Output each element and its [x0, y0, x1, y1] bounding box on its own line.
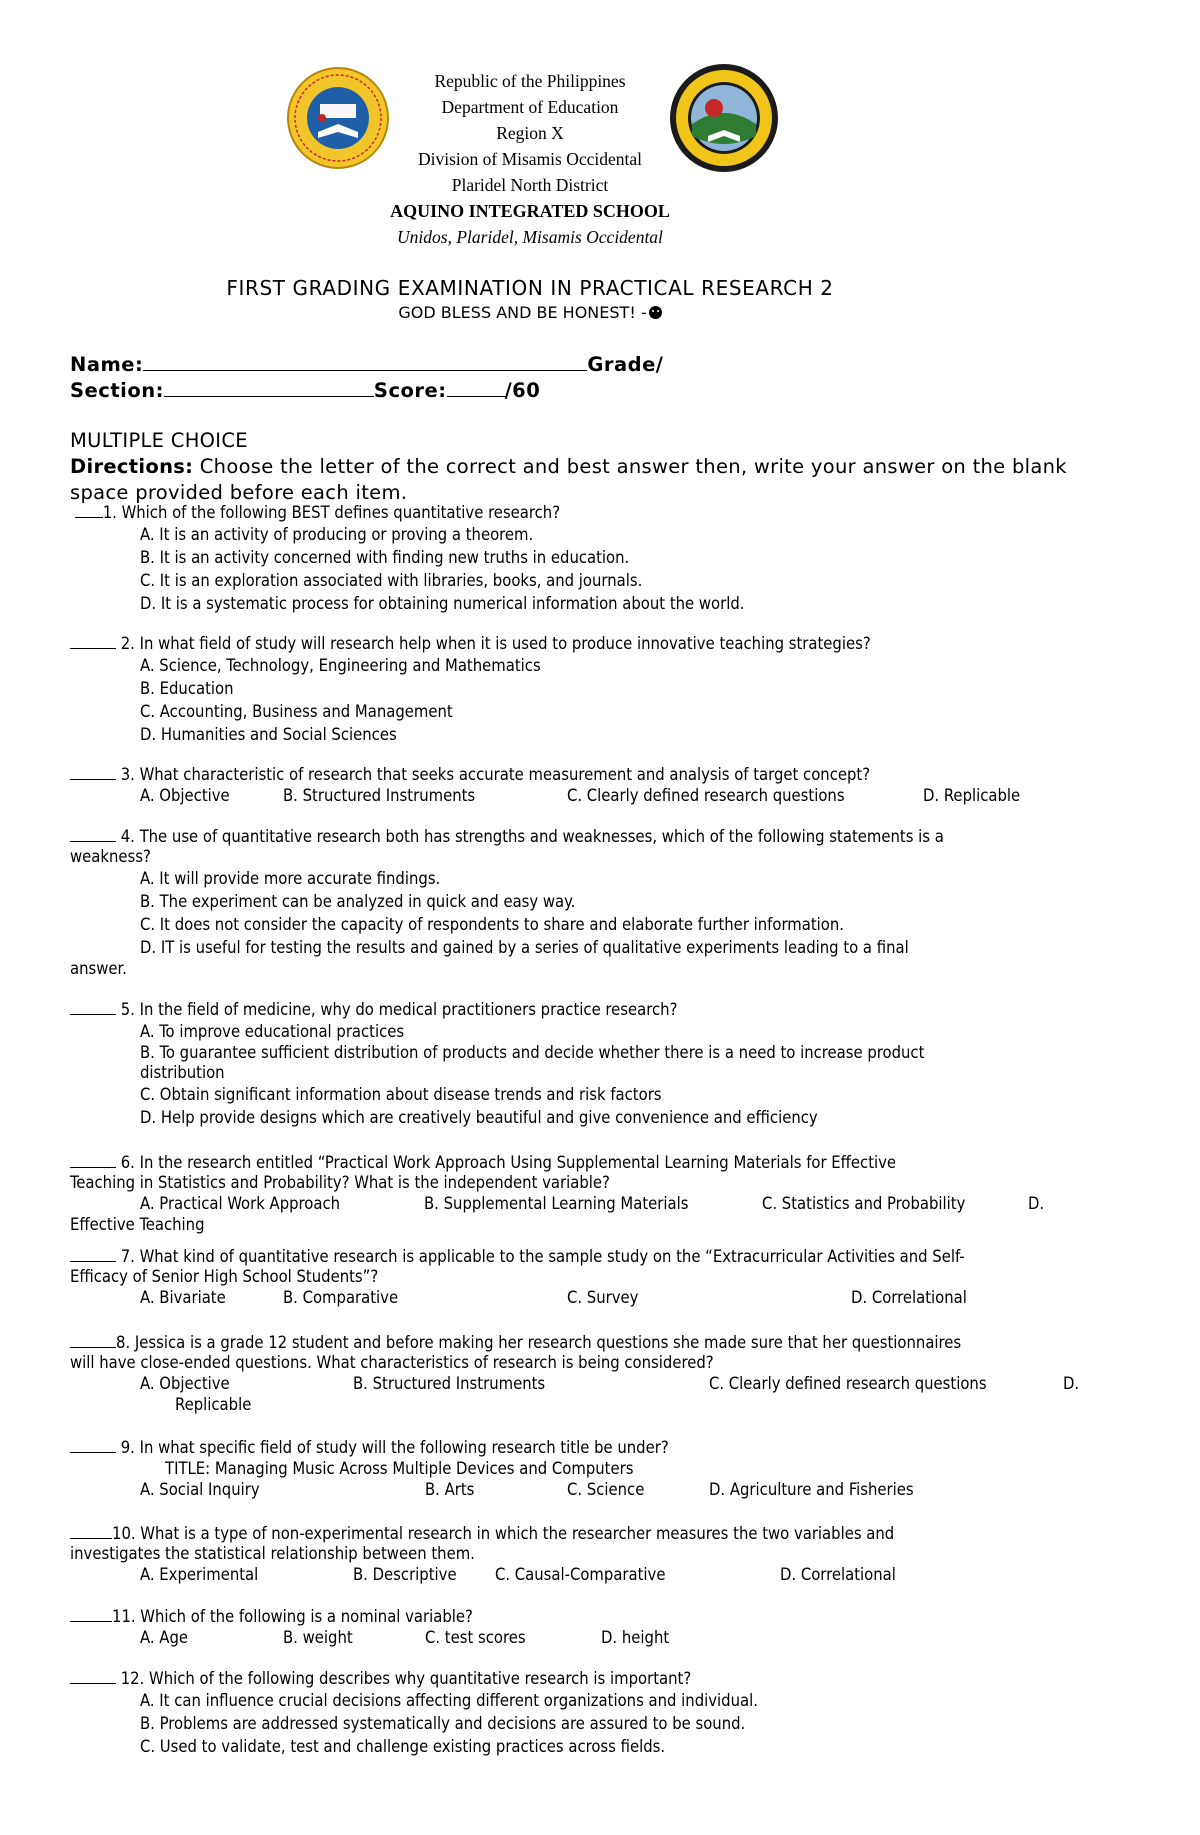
question-stem: 10. What is a type of non-experimental research in which the researcher measures the two variables and: [112, 1524, 895, 1543]
option-a: A. Bivariate: [140, 1288, 226, 1307]
question-stem-continued: Teaching in Statistics and Probability? What is the independent variable?: [70, 1173, 610, 1192]
option-c: C. test scores: [425, 1628, 526, 1647]
answer-blank[interactable]: [70, 1153, 116, 1168]
option-d: D. height: [601, 1628, 670, 1647]
option-a: A. Science, Technology, Engineering and Mathematics: [140, 656, 541, 675]
exam-subtitle: [0, 303, 1060, 322]
option-b: B. Structured Instruments: [353, 1374, 546, 1393]
research-title: TITLE: Managing Music Across Multiple Devices and Computers: [165, 1459, 634, 1478]
question-6: [70, 1152, 1140, 1235]
option-row: [70, 1373, 1140, 1395]
option-b: B. Supplemental Learning Materials: [424, 1194, 689, 1213]
question-11: [70, 1606, 1140, 1649]
student-info-fields: [70, 352, 663, 404]
option-b: B. The experiment can be analyzed in quick and easy way.: [140, 892, 576, 911]
question-9: [70, 1437, 1140, 1501]
smiley-icon: [649, 306, 662, 319]
header-line-republic: Republic of the Philippines: [434, 71, 626, 91]
option-c: C. Accounting, Business and Management: [140, 702, 453, 721]
header-line-division: Division of Misamis Occidental: [417, 149, 643, 169]
question-8: [70, 1332, 1140, 1415]
option-a: A. Age: [140, 1628, 189, 1647]
question-2: [70, 633, 1140, 746]
option-c: C. Science: [567, 1480, 645, 1499]
question-1: [70, 502, 1140, 615]
score-label: Score:: [373, 379, 447, 402]
option-a: A. To improve educational practices: [140, 1022, 405, 1041]
option-d: D. IT is useful for testing the results and gained by a series of qualitative experiments leading to a final: [140, 938, 909, 957]
question-stem: 6. In the research entitled “Practical Work Approach Using Supplemental Learning Materials for Effective: [116, 1153, 897, 1172]
answer-blank[interactable]: [70, 1607, 112, 1622]
option-row: [70, 1287, 1140, 1309]
answer-blank[interactable]: [70, 1524, 112, 1539]
school-name: AQUINO INTEGRATED SCHOOL: [390, 201, 670, 221]
answer-blank[interactable]: [70, 1247, 116, 1262]
header-line-region: Region X: [496, 123, 564, 143]
answer-blank[interactable]: [70, 827, 116, 842]
option-c: C. Used to validate, test and challenge existing practices across fields.: [140, 1737, 666, 1756]
option-b: B. Problems are addressed systematically and decisions are assured to be sound.: [140, 1714, 746, 1733]
option-a: A. It will provide more accurate findings.: [140, 869, 441, 888]
answer-blank[interactable]: [70, 1333, 116, 1348]
header-line-district: Plaridel North District: [451, 175, 609, 195]
question-stem: 12. Which of the following describes why quantitative research is important?: [116, 1669, 692, 1688]
directions-label: Directions:: [70, 455, 194, 478]
option-row: [70, 785, 1140, 807]
exam-title: FIRST GRADING EXAMINATION IN PRACTICAL RESEARCH 2: [226, 276, 834, 300]
answer-blank[interactable]: [70, 1438, 116, 1453]
option-b-continued: distribution: [140, 1063, 225, 1082]
option-d: D. Help provide designs which are creatively beautiful and give convenience and efficiency: [140, 1108, 818, 1127]
option-d: D.: [1028, 1194, 1045, 1213]
option-b: B. Comparative: [283, 1288, 399, 1307]
option-c: C. Causal-Comparative: [495, 1565, 666, 1584]
answer-blank[interactable]: [70, 1669, 116, 1684]
option-row: [70, 1627, 1140, 1649]
score-total: /60: [504, 379, 541, 402]
option-row: [70, 1564, 1140, 1586]
option-b: B. It is an activity concerned with finding new truths in education.: [140, 548, 630, 567]
name-label: Name:: [70, 353, 144, 376]
option-b: B. Structured Instruments: [283, 786, 476, 805]
exam-subtitle-text: GOD BLESS AND BE HONEST! -: [398, 303, 647, 322]
option-d-continued: Effective Teaching: [70, 1215, 205, 1234]
header-line-department: Department of Education: [441, 97, 619, 117]
option-a: A. Social Inquiry: [140, 1480, 260, 1499]
question-stem: 11. Which of the following is a nominal variable?: [112, 1607, 473, 1626]
option-b: B. Arts: [425, 1480, 475, 1499]
option-d: D. It is a systematic process for obtaining numerical information about the world.: [140, 594, 745, 613]
question-stem: 7. What kind of quantitative research is applicable to the sample study on the “Extracurricular Activities and Self-: [116, 1247, 965, 1266]
option-d: D. Correlational: [851, 1288, 967, 1307]
option-b: B. weight: [283, 1628, 353, 1647]
question-5: [70, 999, 1140, 1129]
option-c: C. It is an exploration associated with libraries, books, and journals.: [140, 571, 643, 590]
option-a: A. It can influence crucial decisions affecting different organizations and individual.: [140, 1691, 758, 1710]
option-a: A. It is an activity of producing or proving a theorem.: [140, 525, 534, 544]
option-a: A. Objective: [140, 786, 230, 805]
question-stem: 3. What characteristic of research that seeks accurate measurement and analysis of target concept?: [116, 765, 871, 784]
question-stem: 5. In the field of medicine, why do medical practitioners practice research?: [116, 1000, 678, 1019]
section-title: MULTIPLE CHOICE: [70, 429, 248, 452]
grade-label: Grade/: [587, 353, 664, 376]
directions-text: Choose the letter of the correct and best answer then, write your answer on the blank space provided before each item.: [70, 455, 1067, 504]
option-d-continued: Replicable: [175, 1395, 252, 1414]
option-d: D.: [1063, 1374, 1080, 1393]
question-12: [70, 1668, 1140, 1758]
option-c: C. Statistics and Probability: [762, 1194, 966, 1213]
option-c: C. Survey: [567, 1288, 639, 1307]
answer-blank[interactable]: [70, 634, 116, 649]
option-b: B. Descriptive: [353, 1565, 457, 1584]
question-stem-continued: investigates the statistical relationship between them.: [70, 1544, 475, 1563]
option-c: C. Clearly defined research questions: [709, 1374, 987, 1393]
option-b: B. Education: [140, 679, 234, 698]
option-a: A. Objective: [140, 1374, 230, 1393]
name-field[interactable]: [143, 352, 587, 371]
question-stem: 2. In what field of study will research help when it is used to produce innovative teaching strategies?: [116, 634, 871, 653]
question-stem: 4. The use of quantitative research both has strengths and weaknesses, which of the following statements is a: [116, 827, 944, 846]
option-c: C. Obtain significant information about disease trends and risk factors: [140, 1085, 662, 1104]
section-label: Section:: [70, 379, 164, 402]
school-header: [0, 0, 1200, 260]
option-c: C. It does not consider the capacity of respondents to share and elaborate further information.: [140, 915, 844, 934]
question-stem-continued: will have close-ended questions. What characteristics of research is being considered?: [70, 1353, 714, 1372]
option-c: C. Clearly defined research questions: [567, 786, 845, 805]
option-a: A. Practical Work Approach: [140, 1194, 341, 1213]
question-7: [70, 1246, 1140, 1309]
question-stem-continued: weakness?: [70, 847, 151, 866]
question-10: [70, 1523, 1140, 1586]
option-row: [70, 1193, 1140, 1215]
option-d: D. Correlational: [780, 1565, 896, 1584]
section-field[interactable]: [164, 378, 374, 397]
question-stem: 1. Which of the following BEST defines quantitative research?: [102, 503, 561, 522]
option-row: [70, 1479, 1140, 1501]
question-stem-continued: Efficacy of Senior High School Students”?: [70, 1267, 379, 1286]
option-d-continued: answer.: [70, 959, 127, 978]
question-3: [70, 764, 1140, 807]
header-text: [370, 68, 690, 250]
question-stem: 9. In what specific field of study will the following research title be under?: [116, 1438, 669, 1457]
school-address: Unidos, Plaridel, Misamis Occidental: [397, 227, 663, 247]
answer-blank[interactable]: [70, 1000, 116, 1015]
answer-blank[interactable]: [75, 503, 103, 518]
directions: [70, 454, 1130, 506]
option-d: D. Agriculture and Fisheries: [709, 1480, 914, 1499]
option-d: D. Replicable: [923, 786, 1021, 805]
answer-blank[interactable]: [70, 765, 116, 780]
option-a: A. Experimental: [140, 1565, 259, 1584]
question-stem: 8. Jessica is a grade 12 student and before making her research questions she made sure that her questionnaires: [116, 1333, 962, 1352]
option-d: D. Humanities and Social Sciences: [140, 725, 397, 744]
score-field[interactable]: [447, 378, 505, 397]
question-4: [70, 826, 1140, 979]
option-b: B. To guarantee sufficient distribution of products and decide whether there is a need to increase product: [140, 1043, 925, 1062]
multiple-choice-section: [70, 428, 1130, 506]
